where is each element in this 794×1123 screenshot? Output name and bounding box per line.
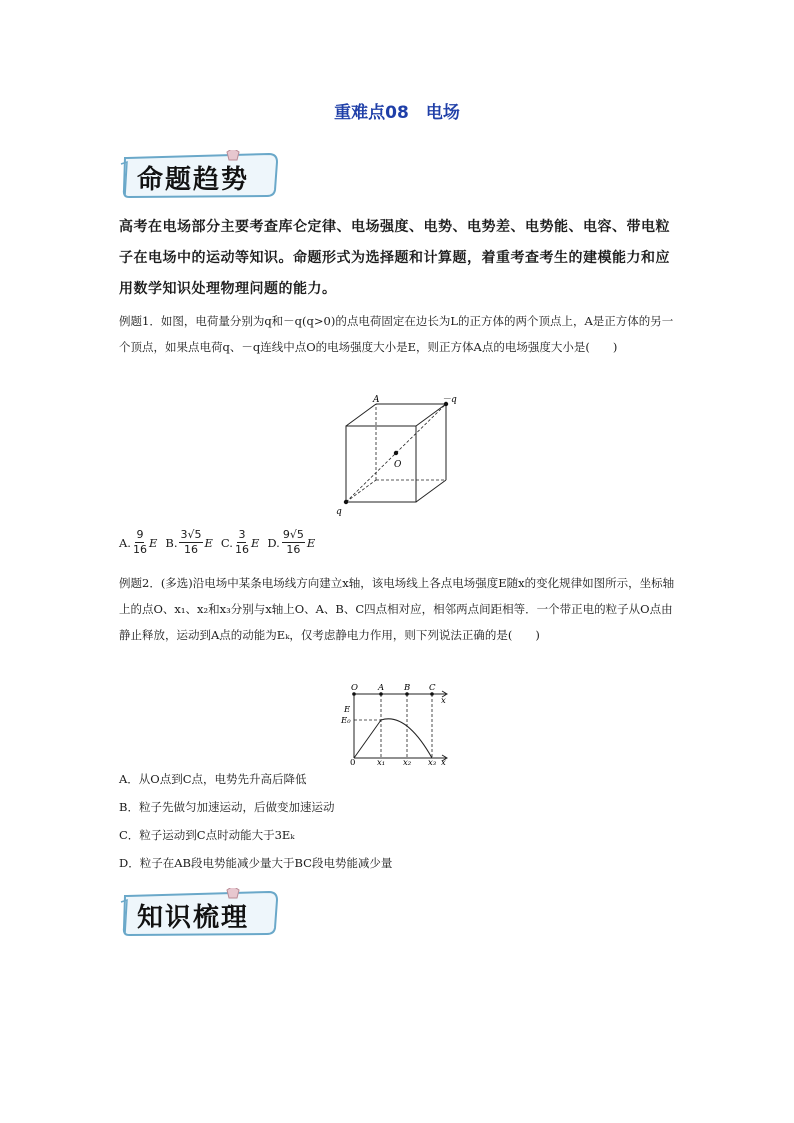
section-heading: 知识梳理	[137, 903, 250, 933]
option-letter: B.	[165, 535, 178, 550]
label-x-bottom: x	[441, 758, 446, 766]
example2-text: 例题2．(多选)沿电场中某条电场线方向建立x轴，该电场线上各点电场强度E随x的变化规律如图所示，坐标轴上的点O、x₁、x₂和x₃分别与x轴上O、A、B、C四点相对应，相邻两点间距相等．一个带正电的粒子从O点由静止释放，运动到A点的动能为Eₖ，仅考虑静电力作用，则下列说法正确的是( )	[119, 576, 675, 642]
example2-choice-b[interactable]: B．粒子先做匀加速运动，后做变加速运动	[119, 800, 335, 814]
field-graph-figure	[336, 682, 456, 766]
option-fraction	[179, 528, 202, 557]
label-q: q	[336, 507, 342, 517]
label-x3: x₃	[428, 758, 437, 766]
option-variable: E	[306, 535, 316, 550]
label-x2: x₂	[403, 758, 412, 766]
label-o: O	[351, 683, 358, 693]
section-banner-trend	[119, 150, 281, 200]
label-x-top: x	[441, 696, 446, 706]
label-e: E	[344, 705, 351, 715]
label-neg-q: －q	[442, 395, 457, 405]
label-zero: 0	[350, 758, 356, 766]
option-b[interactable]	[165, 528, 213, 557]
option-c[interactable]	[221, 528, 259, 557]
fraction-numerator: 9√5	[282, 528, 304, 541]
option-letter: C.	[220, 535, 233, 550]
option-a[interactable]	[119, 528, 157, 557]
option-variable: E	[148, 535, 158, 550]
fraction-numerator: 3	[238, 528, 246, 541]
label-o: O	[394, 460, 402, 470]
example2-choice-c[interactable]: C．粒子运动到C点时动能大于3Eₖ	[119, 828, 295, 842]
option-variable: E	[250, 535, 260, 550]
label-e0: E₀	[341, 716, 351, 726]
section-heading: 命题趋势	[137, 165, 250, 195]
label-b: B	[404, 683, 411, 693]
fraction-denominator: 16	[234, 543, 249, 556]
fraction-denominator: 16	[132, 543, 147, 556]
section-banner-knowledge	[119, 888, 281, 938]
example2-choice-a[interactable]: A．从O点到C点，电势先升高后降低	[119, 772, 307, 786]
option-letter: A.	[119, 535, 131, 550]
label-c: C	[429, 683, 436, 693]
midpoint-o	[394, 451, 398, 455]
option-fraction	[133, 528, 147, 557]
charge-q-point	[344, 500, 348, 504]
fraction-numerator: 3√5	[180, 528, 202, 541]
label-a: A	[373, 395, 380, 405]
label-a: A	[378, 683, 385, 693]
intro-paragraph: 高考在电场部分主要考查库仑定律、电场强度、电势、电势差、电势能、电容、带电粒子在电场中的运动等知识。命题形式为选择题和计算题，着重考查考生的建模能力和应用数学知识处理物理问题的能力。	[119, 219, 670, 297]
fraction-denominator: 16	[286, 543, 301, 556]
example1-text: 例题1．如图，电荷量分别为q和－q(q>0)的点电荷固定在边长为L的正方体的两个顶点上，A是正方体的另一个顶点，如果点电荷q、－q连线中点O的电场强度大小是E，则正方体A点的电场强度大小是( )	[119, 314, 674, 354]
option-letter: D.	[267, 535, 280, 550]
option-variable: E	[204, 535, 213, 550]
page-title: 重难点08 电场	[334, 103, 460, 123]
option-fraction	[235, 528, 249, 557]
option-d[interactable]	[267, 528, 315, 557]
option-fraction	[282, 528, 305, 557]
fraction-denominator: 16	[183, 543, 198, 556]
fraction-numerator: 9	[136, 528, 144, 541]
example2-choice-d[interactable]: D．粒子在AB段电势能减少量大于BC段电势能减少量	[119, 856, 393, 870]
cube-figure	[330, 392, 470, 518]
label-x1: x₁	[377, 758, 386, 766]
example1-options	[119, 528, 323, 557]
